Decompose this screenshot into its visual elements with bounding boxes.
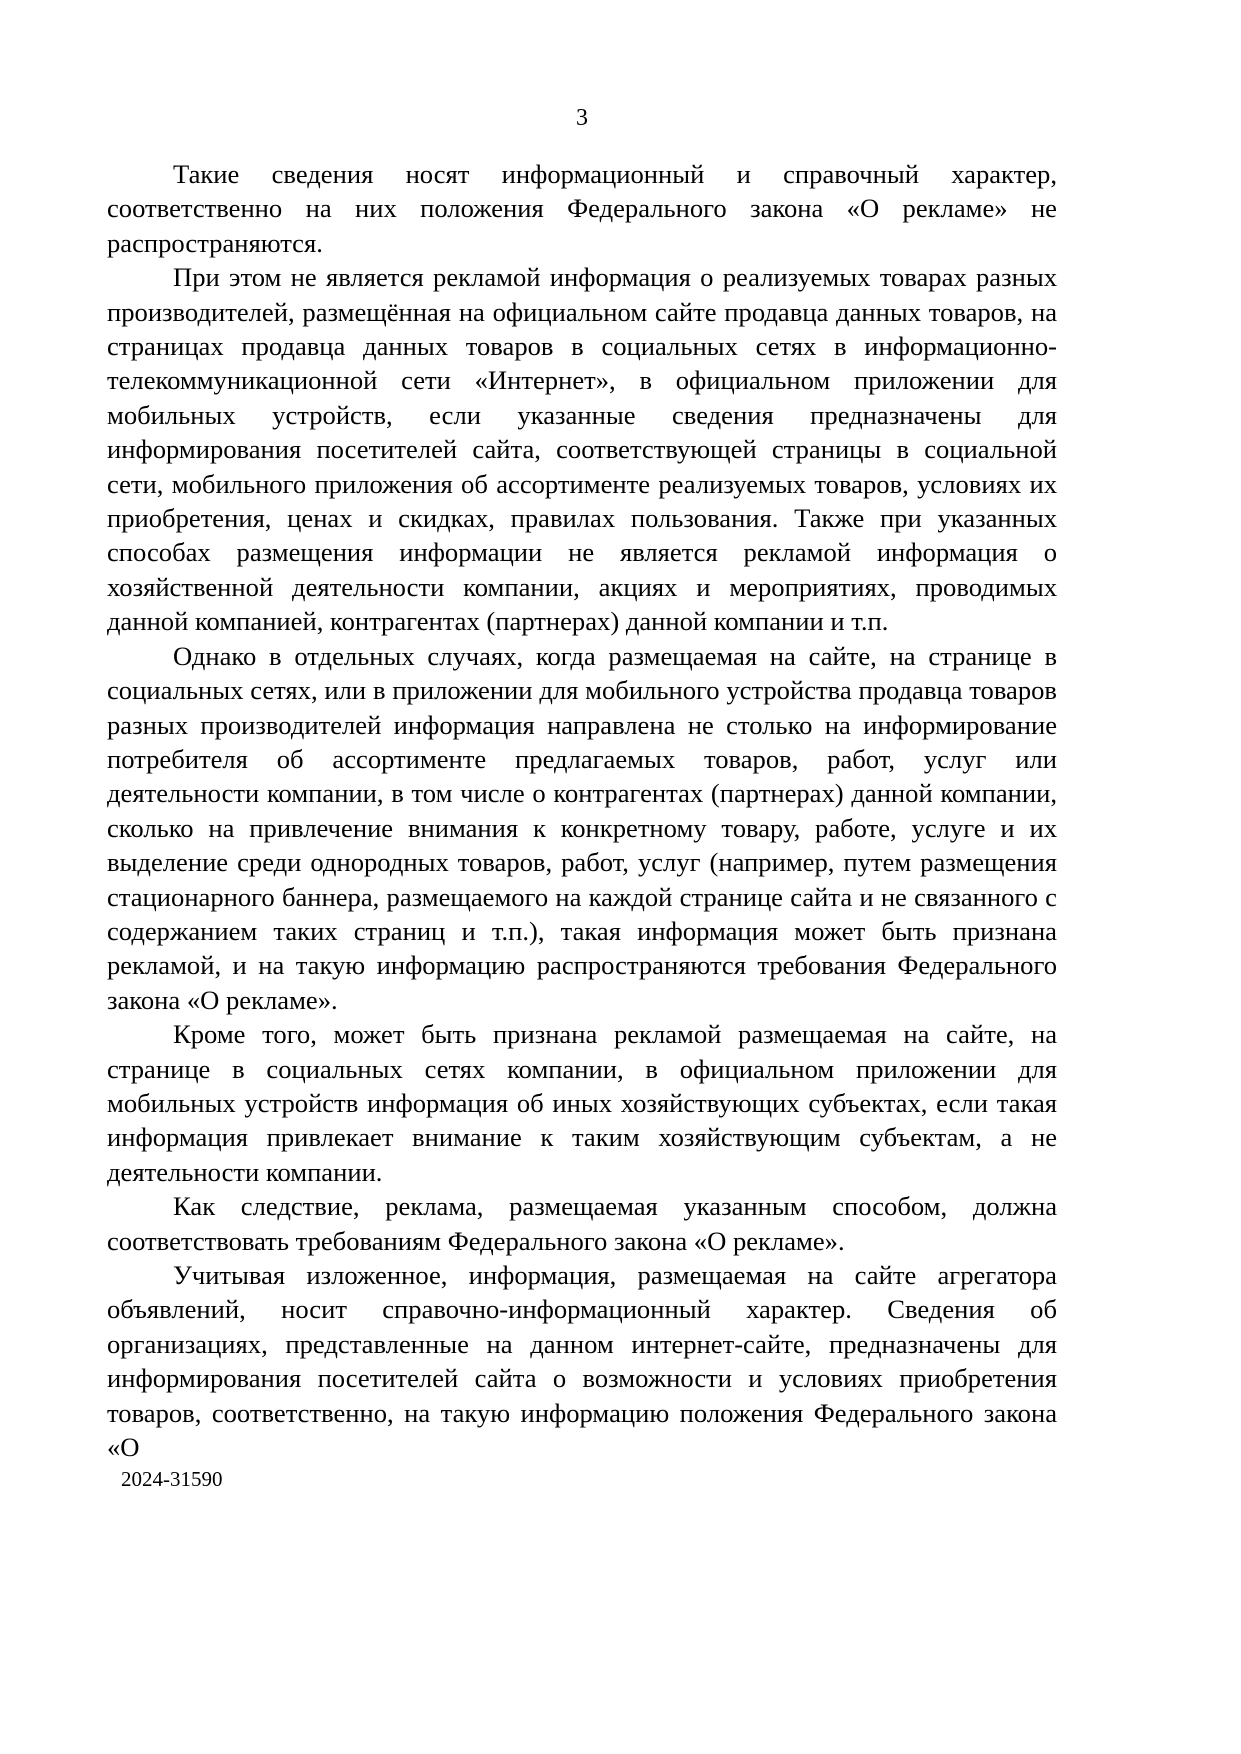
- paragraph: Учитывая изложенное, информация, размещаемая на сайте агрегатора объявлений, носит справочно-информационный характер. Сведения об организациях, представленные на данном интернет-сайте, предназначены для информирования посетителей сайта о возможности и условиях приобретения товаров, соответственно, на такую информацию положения Федерального закона «О: [107, 1260, 1057, 1463]
- document-body: [107, 157, 1057, 1464]
- document-registration-number: 2024-31590: [121, 1467, 223, 1491]
- paragraph: Однако в отдельных случаях, когда размещаемая на сайте, на странице в социальных сетях, или в приложении для мобильного устройства продавца товаров разных производителей информация направлена не столько на информирование потребителя об ассортименте предлагаемых товаров, работ, услуг или деятельности компании, в том числе о контрагентах (партнерах) данной компании, сколько на привлечение внимания к конкретному товару, работе, услуге и их выделение среди однородных товаров, работ, услуг (например, путем размещения стационарного баннера, размещаемого на каждой странице сайта и не связанного с содержанием таких страниц и т.п.), такая информация может быть признана рекламой, и на такую информацию распространяются требования Федерального закона «О рекламе».: [107, 640, 1057, 1015]
- paragraph: Кроме того, может быть признана рекламой размещаемая на сайте, на странице в социальных сетях компании, в официальном приложении для мобильных устройств информация об иных хозяйствующих субъектах, если такая информация привлекает внимание к таким хозяйствующим субъектам, а не деятельности компании.: [107, 1019, 1057, 1187]
- paragraph: Как следствие, реклама, размещаемая указанным способом, должна соответствовать требованиям Федерального закона «О рекламе».: [107, 1191, 1057, 1256]
- paragraph: Такие сведения носят информационный и справочный характер, соответственно на них положения Федерального закона «О рекламе» не распространяются.: [107, 159, 1057, 258]
- page-number: 3: [576, 105, 588, 131]
- paragraph: При этом не является рекламой информация о реализуемых товарах разных производителей, размещённая на официальном сайте продавца данных товаров, на страницах продавца данных товаров в социальных сетях в информационно-телекоммуникационной сети «Интернет», в официальном приложении для мобильных устройств, если указанные сведения предназначены для информирования посетителей сайта, соответствующей страницы в социальной сети, мобильного приложения об ассортименте реализуемых товаров, условиях их приобретения, ценах и скидках, правилах пользования. Также при указанных способах размещения информации не является рекламой информация о хозяйственной деятельности компании, акциях и мероприятиях, проводимых данной компанией, контрагентах (партнерах) данной компании и т.п.: [107, 262, 1057, 637]
